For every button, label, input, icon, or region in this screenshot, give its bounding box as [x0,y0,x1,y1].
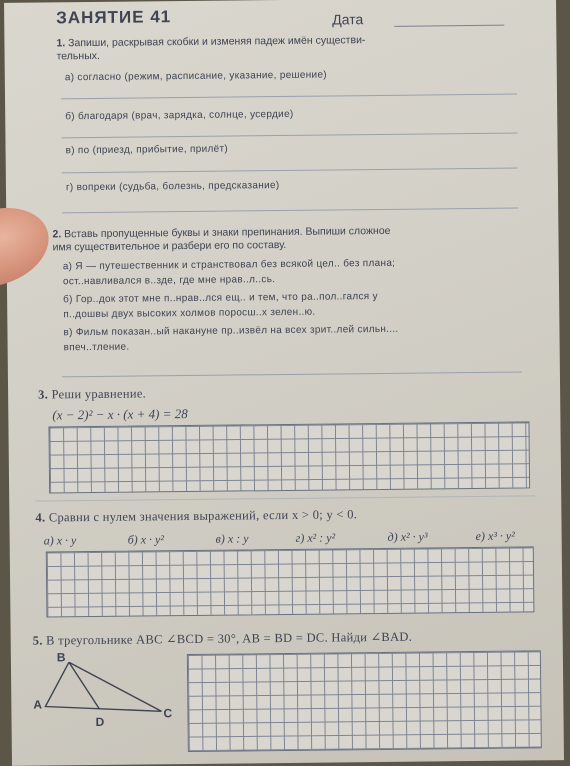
task2-line-1: а) Я — путешественник и странствовал без всякой цел.. без плана; [62,257,396,273]
task5-number: 5. [32,633,43,648]
task3-instructions [38,386,146,402]
task4-number: 4. [35,510,46,525]
task4-option-e: д) x² · y³ [387,529,428,544]
vertex-label-d: D [95,714,105,729]
task4-option-a: а) x · y [43,533,77,548]
task2-line-5: в) Фильм показан..ый накануне пр..извёл на всех зрит..лей сильн.... [63,323,399,339]
triangle-figure [31,649,182,731]
date-answer-line[interactable] [394,25,504,27]
task5-text: В треугольнике ABC ∠BCD = 30°, AB = BD = DC. Найди ∠BAD. [46,629,413,648]
triangle-abc-outline [45,661,162,712]
task1-answer-line-c[interactable] [62,168,518,174]
task1-answer-line-b[interactable] [61,133,517,139]
task4-instructions [35,507,357,525]
task1-answer-line-d[interactable] [62,208,518,214]
task1-number: 1. [56,37,66,50]
task3-equation: (x − 2)² − x · (x + 4) = 28 [52,406,188,423]
task2-answer-line[interactable] [62,372,522,378]
vertex-label-a: A [33,697,43,712]
task1-item-b: б) благодаря (врач, зарядка, солнце, усердие) [65,108,294,123]
task5-answer-grid[interactable] [187,650,542,752]
task2-line-6: впеч..тление. [63,341,130,354]
segment-bd [69,662,99,709]
task1-text-line1: Запиши, раскрывая скобки и изменяя падеж имён существи- [68,34,366,50]
section-divider [35,495,535,501]
task1-answer-line-a[interactable] [61,94,517,100]
task2-instructions [52,223,530,254]
date-label: Дата [332,11,364,28]
task2-text-line1: Вставь пропущенные буквы и знаки препинания. Выпиши сложное [64,224,391,241]
task4-option-d: г) x² : y² [295,530,336,545]
task2-text-line2: имя существительное и разбери его по составу. [52,238,287,254]
task2-line-3: б) Гор..док этот мне п..нрав..лся ещ.. и тем, что ра..пол..гался у [63,291,378,306]
vertex-label-b: B [56,650,66,665]
task5-instructions [33,629,413,649]
task2-number: 2. [52,228,62,241]
task2-line-2: ост..навливался в..зде, где мне нрав..л..сь. [62,274,276,288]
lesson-title: ЗАНЯТИЕ 41 [56,7,172,28]
task1-item-c: в) по (приезд, прибытие, прилёт) [65,143,229,157]
task3-answer-grid[interactable] [48,421,530,493]
task1-instructions [56,32,526,63]
vertex-label-c: C [163,706,173,721]
task4-option-b: б) x · y² [127,532,165,547]
task2-line-4: п..дошвы двух высоких холмов поросш..х зелен..ю. [63,306,316,321]
task3-text: Реши уравнение. [51,386,147,402]
task1-item-a: а) согласно (режим, расписание, указание, решение) [64,69,327,84]
task1-text-line2: тельных. [56,49,100,63]
task3-number: 3. [38,387,49,402]
task4-option-c: в) x : y [215,531,249,546]
task4-option-f: е) x³ · y² [475,528,515,544]
workbook-page [4,0,564,766]
task4-answer-grid[interactable] [46,546,535,617]
task4-text: Сравни с нулем значения выражений, если x > 0; y < 0. [48,507,358,525]
task1-item-d: г) вопреки (судьба, болезнь, предсказание) [65,180,280,194]
